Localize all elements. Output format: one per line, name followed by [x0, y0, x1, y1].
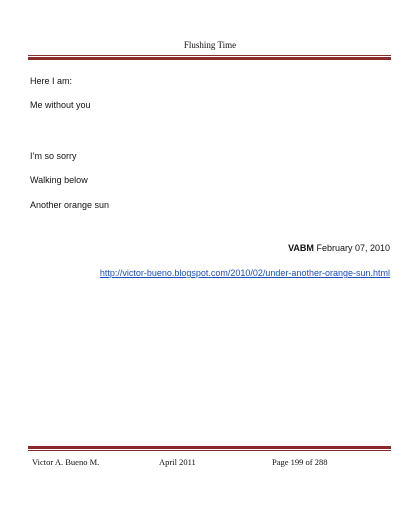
- footer-author: Victor A. Bueno M.: [32, 457, 100, 467]
- blog-link[interactable]: http://victor-bueno.blogspot.com/2010/02/under-another-orange-sun.html: [99, 268, 390, 278]
- signature: [288, 242, 390, 254]
- poem-line-3: I’m so sorry: [30, 151, 77, 161]
- signature-initials: VABM: [288, 243, 314, 253]
- poem-line-5: Another orange sun: [30, 200, 110, 210]
- footer-page-number: Page 199 of 288: [272, 457, 328, 467]
- header-divider: [28, 55, 391, 60]
- poem-line-4: Walking below: [30, 175, 88, 185]
- footer-date: April 2011: [159, 457, 196, 467]
- header-title: Flushing Time: [183, 40, 237, 50]
- poem-line-2: Me without you: [30, 100, 91, 110]
- signature-date: February 07, 2010: [316, 243, 390, 253]
- footer-divider: [28, 446, 391, 451]
- poem-line-1: Here I am:: [30, 76, 73, 86]
